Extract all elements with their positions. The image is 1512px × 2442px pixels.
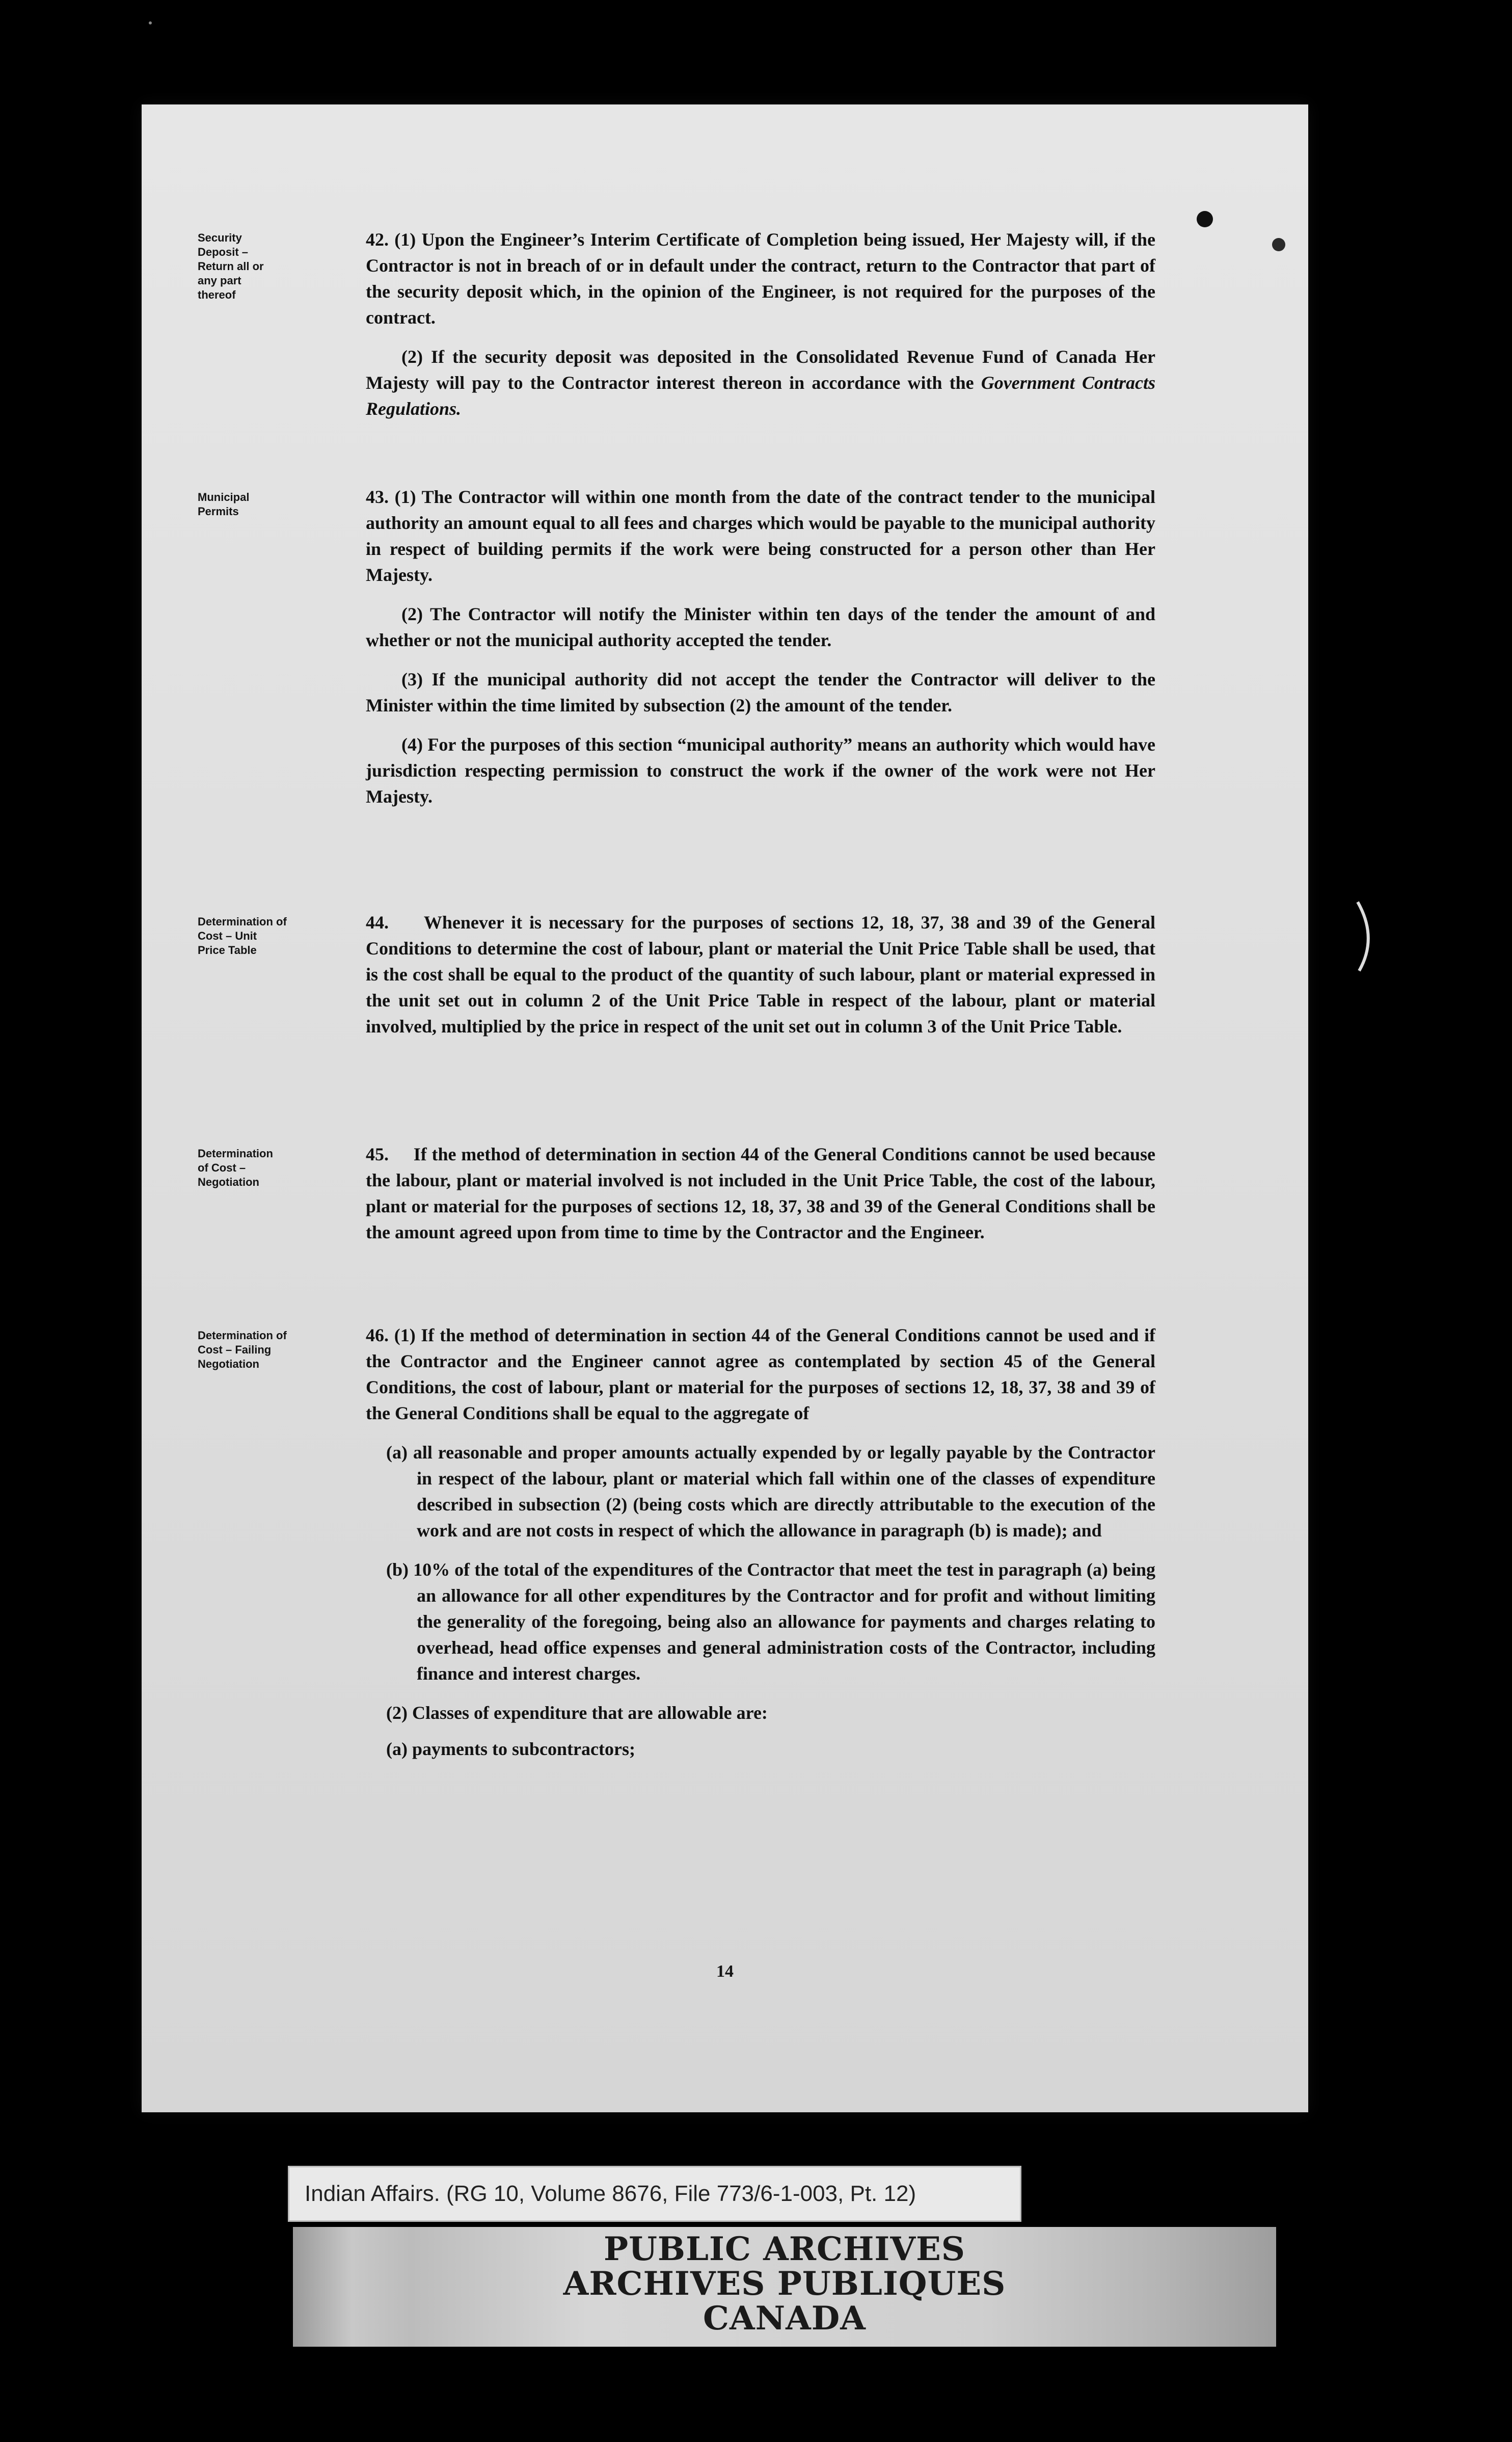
paragraph-46-2-a: (a) payments to subcontractors; [386,1739,635,1759]
paragraph-46-2: (2) Classes of expenditure that are allowable are: [386,1703,768,1723]
margin-note-unit-price-table: Determination of Cost – Unit Price Table [198,915,287,957]
paragraph-42-1: 42. (1) Upon the Engineer’s Interim Certificate of Completion being issued, Her Majesty will, if the Contractor is not in breach of or in default under the contract, return to the Contractor that part of the security deposit which, in the opinion of the Engineer, is not required for the purposes of the contract. [366,229,1155,328]
margin-note-negotiation: Determination of Cost – Negotiation [198,1147,273,1188]
document-page [142,104,1308,2112]
paragraph-42-2-text: (2) If the security deposit was deposited in the Consolidated Revenue Fund of Canada Her Majesty will pay to the Contractor interest thereon in accordance with the [366,347,1155,393]
paragraph-43-3: (3) If the municipal authority did not accept the tender the Contractor will deliver to the Minister within the time limited by subsection (2) the amount of the tender. [366,669,1155,715]
archives-stamp [293,2227,1276,2347]
archival-citation-label: Indian Affairs. (RG 10, Volume 8676, File 773/6-1-003, Pt. 12) [288,2166,1021,2222]
paragraph-46-1: 46. (1) If the method of determination in section 44 of the General Conditions cannot be used and if the Contractor and the Engineer cannot agree as contemplated by section 45 of the General Conditions, the cost of labour, plant or material for the purposes of sections 12, 18, 37, 38 and 39 of the General Conditions shall be equal to the aggregate of [366,1325,1155,1423]
paragraph-43-2: (2) The Contractor will notify the Minister within ten days of the tender the amount of and whether or not the municipal authority accepted the tender. [366,604,1155,650]
stamp-line-1: PUBLIC ARCHIVES [603,2230,966,2268]
section-42-text [366,227,1155,435]
archives-stamp-text [293,2232,1276,2336]
paragraph-45: 45. If the method of determination in section 44 of the General Conditions cannot be used because the labour, plant or material involved is not included in the Unit Price Table, the cost of the labour, plant or material for the purposes of sections 12, 18, 37, 38 and 39 of the General Conditions shall be the amount agreed upon from time to time by the Contractor and the Engineer. [366,1144,1160,1242]
margin-note-municipal-permits: Municipal Permits [198,491,250,518]
film-speck [149,21,152,24]
paragraph-43-1: 43. (1) The Contractor will within one month from the date of the contract tender to the municipal authority an amount equal to all fees and charges which would be payable to the municipal authority in respect of building permits if the work were being constructed for a person other than Her Majesty. [366,487,1155,585]
paragraph-46-1-b: (b) 10% of the total of the expenditures of the Contractor that meet the test in paragraph (a) being an allowance for all other expenditures by the Contractor and for profit and without limiting the generality of the foregoing, being also an allowance for payments and charges relating to overhead, head office expenses and general administration costs of the Contractor, including finance and interest charges. [386,1559,1155,1684]
margin-note-failing-negotiation: Determination of Cost – Failing Negotiation [198,1329,287,1370]
page-number: 14 [716,1962,734,1981]
paragraph-43-4: (4) For the purposes of this section “municipal authority” means an authority which would have jurisdiction respecting permission to construct the work if the owner of the work were not Her Majesty. [366,734,1155,807]
stamp-line-3: CANADA [703,2299,866,2338]
stamp-line-2: ARCHIVES PUBLIQUES [563,2265,1006,2303]
regulations-title: Government Contracts Regulations. [366,373,1156,419]
paragraph-44: 44. Whenever it is necessary for the purposes of sections 12, 18, 37, 38 and 39 of the General Conditions to determine the cost of labour, plant or material the Unit Price Table shall be used, that is the cost shall be equal to the product of the quantity of such labour, plant or material expressed in the unit set out in column 2 of the Unit Price Table in respect of the labour, plant or material involved, multiplied by the price in respect of the unit set out in column 3 of the Unit Price Table. [366,912,1160,1037]
section-45-text [366,1142,1160,1259]
paragraph-42-2 [366,344,1155,422]
paragraph-46-1-a: (a) all reasonable and proper amounts actually expended by or legally payable by the Contractor in respect of the labour, plant or material which fall within one of the classes of expenditure described in subsection (2) (being costs which are directly attributable to the execution of the work and are not costs in respect of which the allowance in paragraph (b) is made); and [386,1442,1155,1541]
section-44-text [366,910,1160,1053]
section-46-text [366,1322,1155,1772]
margin-note-security-deposit: Security Deposit – Return all or any part thereof [198,231,264,301]
section-43-text [366,484,1155,823]
film-scratch [1358,902,1368,971]
